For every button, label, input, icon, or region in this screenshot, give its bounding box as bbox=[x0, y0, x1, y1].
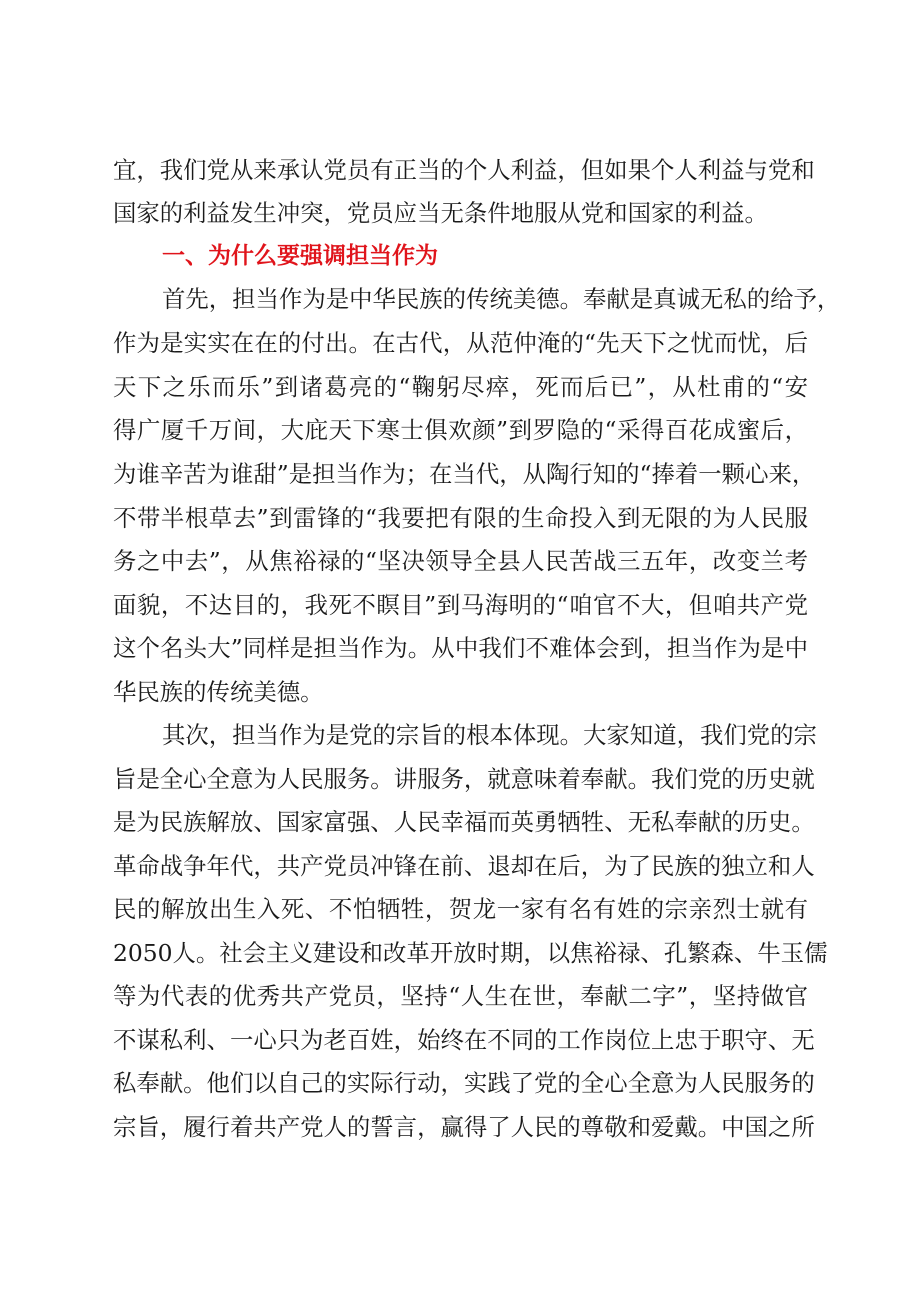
text-line: 得广厦千万间，大庇天下寒士俱欢颜”到罗隐的“采得百花成蜜后， bbox=[113, 416, 808, 444]
text-line: 天下之乐而乐”到诸葛亮的“鞠躬尽瘁，死而后已”，从杜甫的“安 bbox=[113, 373, 808, 401]
text-line: 国家的利益发生冲突，党员应当无条件地服从党和国家的利益。 bbox=[113, 199, 768, 227]
text-line: 宗旨，履行着共产党人的誓言，赢得了人民的尊敬和爱戴。中国之所 bbox=[113, 1113, 815, 1141]
text-line: 是为民族解放、国家富强、人民幸福而英勇牺牲、无私奉献的历史。 bbox=[113, 808, 815, 836]
text-line: 这个名头大”同样是担当作为。从中我们不难体会到，担当作为是中 bbox=[113, 634, 808, 662]
section-heading: 一、为什么要强调担当作为 bbox=[162, 243, 438, 269]
text-line: 为谁辛苦为谁甜”是担当作为；在当代，从陶行知的“捧着一颗心来， bbox=[113, 460, 816, 488]
text-line: 务之中去”，从焦裕禄的“坚决领导全县人民苦战三五年，改变兰考 bbox=[113, 547, 808, 575]
text-line: 等为代表的优秀共产党员，坚持“人生在世，奉献二字”，坚持做官 bbox=[113, 982, 808, 1010]
paragraph-first-line: 其次，担当作为是党的宗旨的根本体现。大家知道，我们党的宗 bbox=[162, 721, 817, 749]
text-line: 面貌，不达目的，我死不瞑目”到马海明的“咱官不大，但咱共产党 bbox=[113, 591, 808, 619]
paragraph-first-line: 首先，担当作为是中华民族的传统美德。奉献是真诚无私的给予， bbox=[162, 285, 841, 313]
text-line: 华民族的传统美德。 bbox=[113, 678, 324, 706]
text-line: 作为是实实在在的付出。在古代，从范仲淹的“先天下之忧而忧，后 bbox=[113, 329, 808, 357]
text-line: 革命战争年代，共产党员冲锋在前、退却在后，为了民族的独立和人 bbox=[113, 852, 815, 880]
text-line: 2050人。社会主义建设和改革开放时期，以焦裕禄、孔繁森、牛玉儒 bbox=[113, 939, 828, 967]
text-line: 不谋私利、一心只为老百姓，始终在不同的工作岗位上忠于职守、无 bbox=[113, 1026, 815, 1054]
text-line: 民的解放出生入死、不怕牺牲，贺龙一家有名有姓的宗亲烈士就有 bbox=[113, 895, 808, 923]
text-line: 旨是全心全意为人民服务。讲服务，就意味着奉献。我们党的历史就 bbox=[113, 765, 815, 793]
text-line: 不带半根草去”到雷锋的“我要把有限的生命投入到无限的为人民服 bbox=[113, 504, 808, 532]
text-line: 宜，我们党从来承认党员有正当的个人利益，但如果个人利益与党和 bbox=[113, 156, 815, 184]
text-line: 私奉献。他们以自己的实际行动，实践了党的全心全意为人民服务的 bbox=[113, 1069, 815, 1097]
